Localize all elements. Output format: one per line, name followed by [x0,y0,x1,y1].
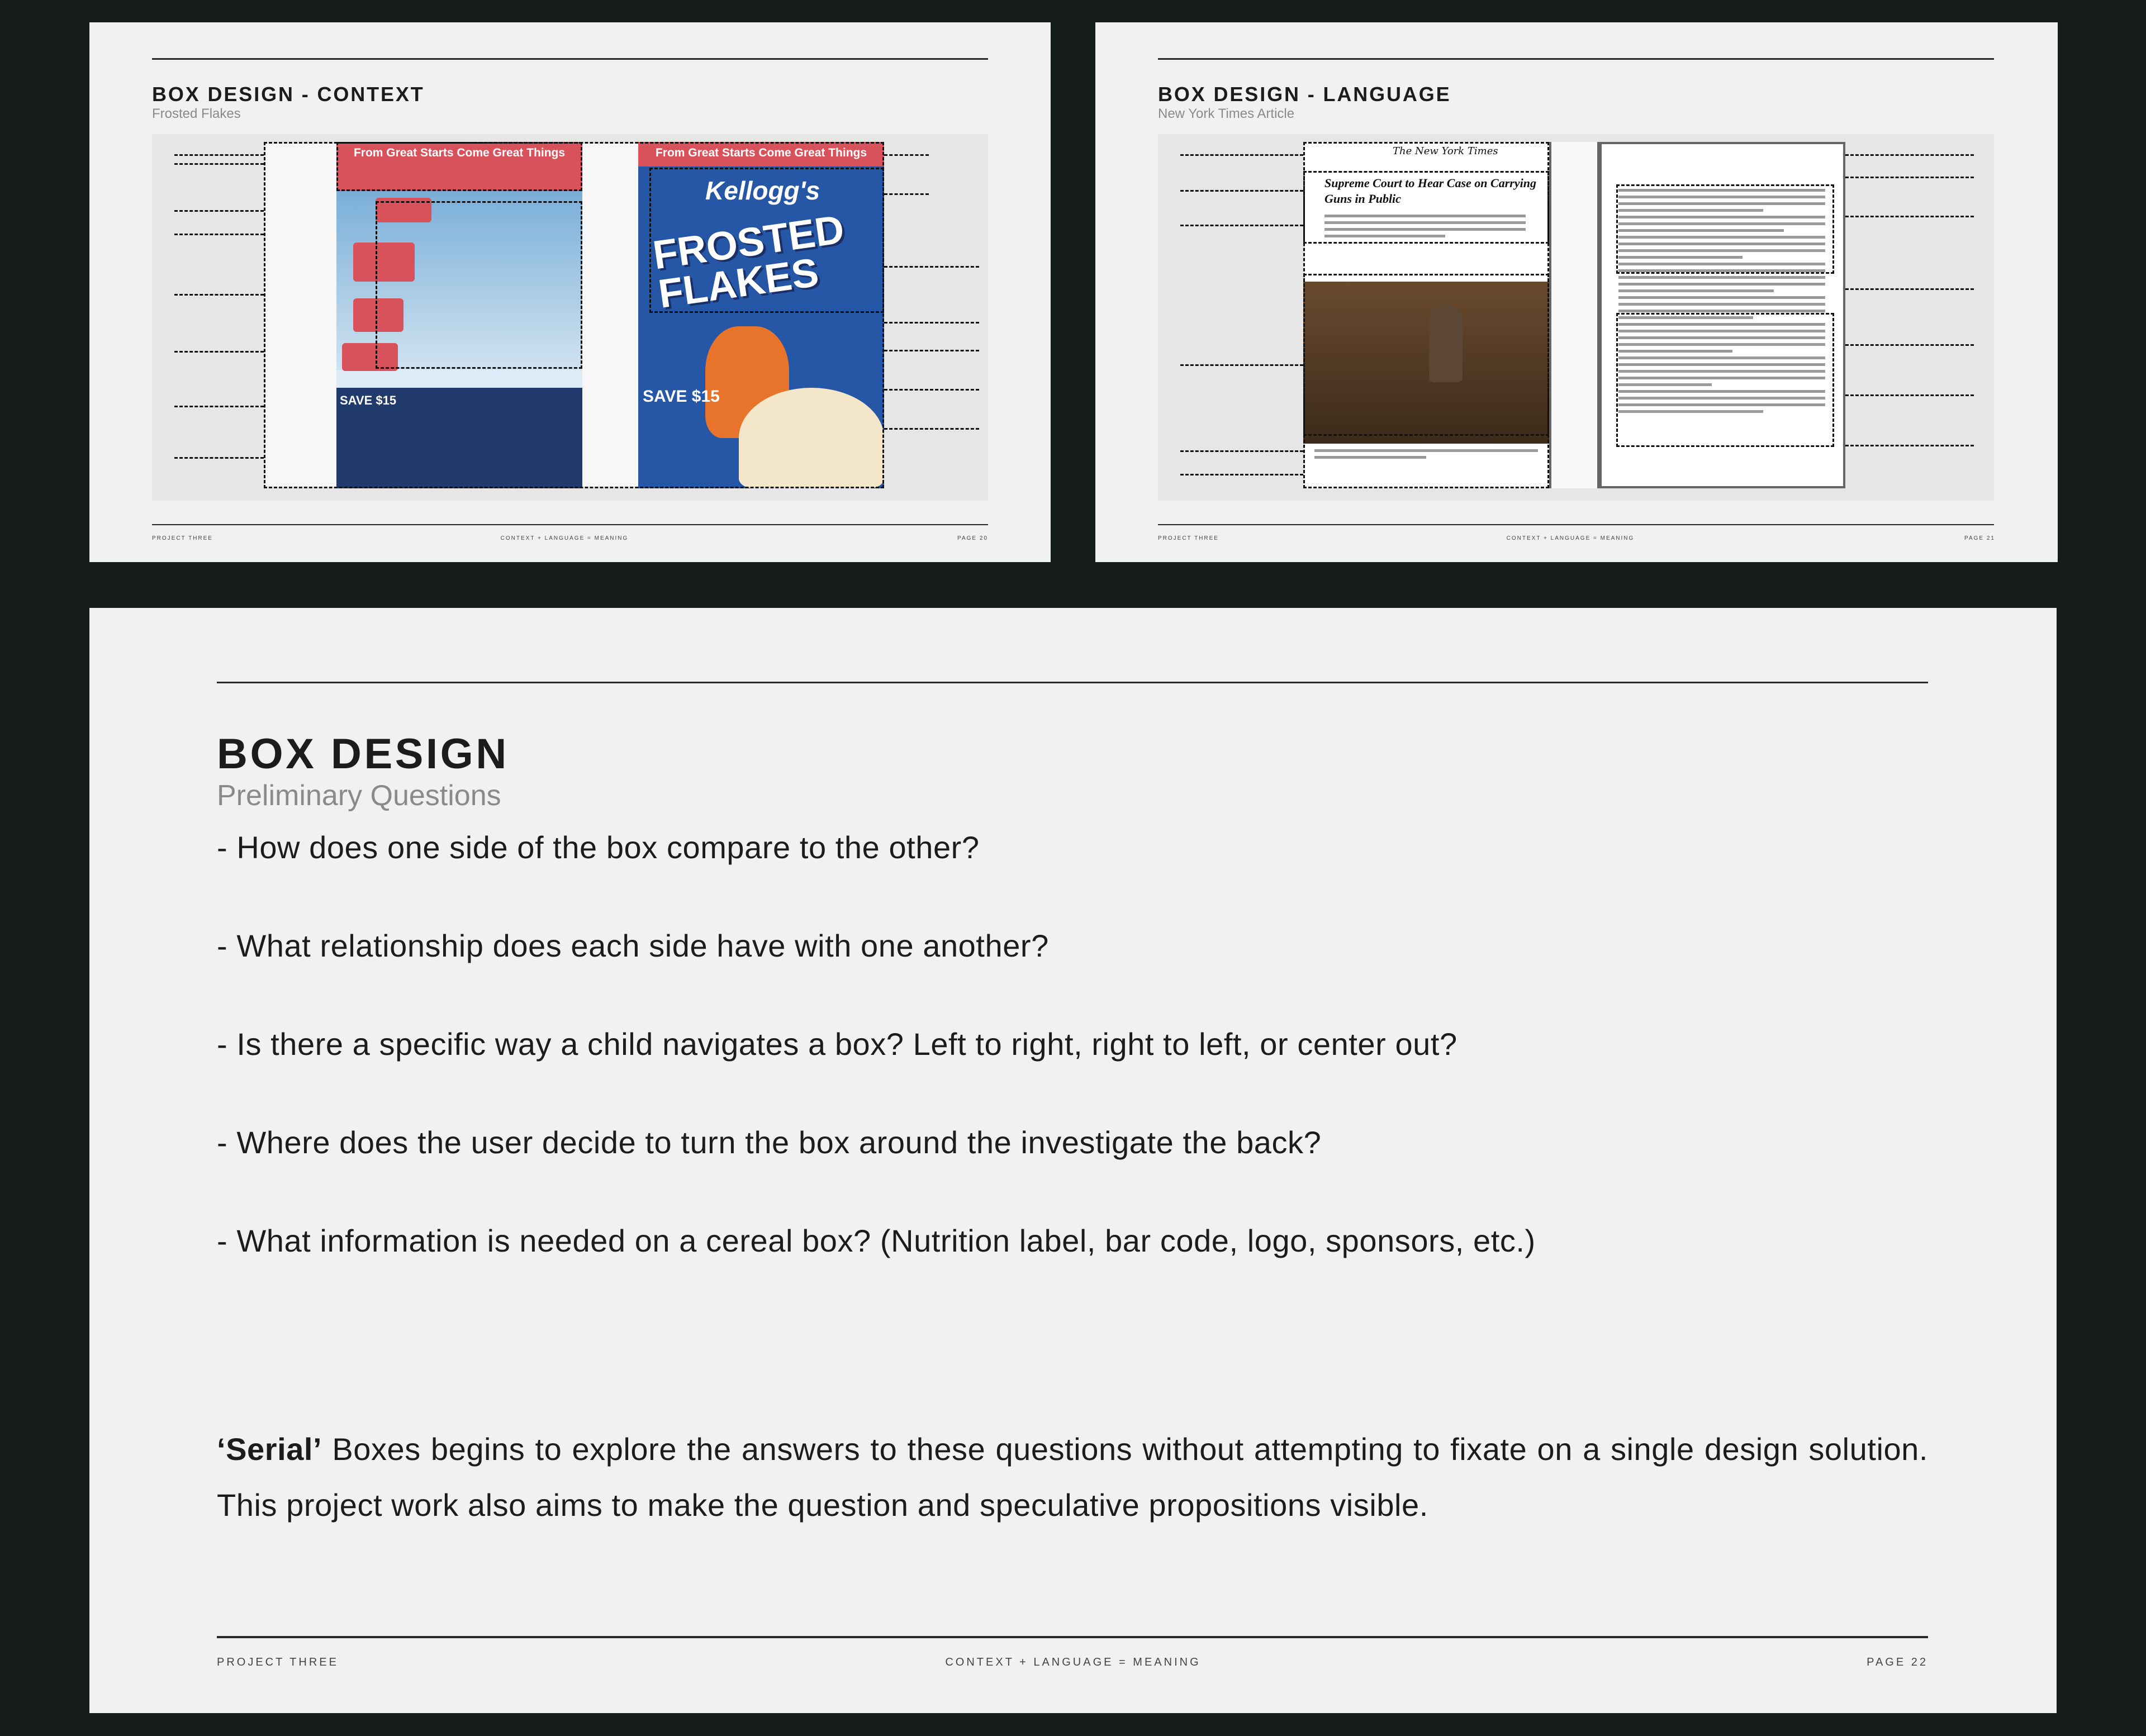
question-item: - What relationship does each side have with one another? [217,928,1049,963]
annotation-line [174,406,264,407]
slide-title: BOX DESIGN - CONTEXT [152,83,425,106]
top-rule [1158,58,1994,60]
closing-bold: ‘Serial’ [217,1431,322,1467]
footer-theme: CONTEXT + LANGUAGE = MEANING [945,1656,1201,1668]
annotation-line [884,389,979,391]
bottom-rule [217,1636,1928,1638]
slide-box-design-questions [89,608,2057,1713]
slide-subtitle: New York Times Article [1158,106,1295,121]
question-item: - Where does the user decide to turn the box around the investigate the back? [217,1125,1322,1160]
page-title: BOX DESIGN [217,730,509,778]
annotation-line [1845,177,1974,178]
annotation-box [1303,171,1549,244]
annotation-line [174,294,264,296]
annotation-line [884,266,979,268]
annotation-line [1180,190,1303,192]
question-item: - How does one side of the box compare to the other? [217,830,980,865]
frosted-flakes-logo: FROSTED FLAKES [650,207,847,317]
annotation-line [174,234,264,235]
annotation-line [1845,344,1974,346]
footer-project: PROJECT THREE [217,1656,339,1668]
top-rule [152,58,988,60]
annotation-line [884,154,929,156]
slide-box-design-language [1095,22,2058,562]
annotation-box [336,142,582,191]
question-item: - Is there a specific way a child navigates a box? Left to right, right to left, or center out? [217,1026,1457,1062]
footer-theme: CONTEXT + LANGUAGE = MEANING [500,535,629,541]
promo-save: SAVE $15 [340,393,397,407]
slide-subtitle: Frosted Flakes [152,106,241,121]
article-headline: Supreme Court to Hear Case on Carrying Guns in Public [1324,176,1536,206]
annotation-line [174,457,264,459]
footer-project: PROJECT THREE [152,535,213,541]
bottom-rule [1158,524,1994,525]
kelloggs-logo: Kellogg's [705,176,820,205]
footer-page-number: PAGE 21 [1964,535,1995,541]
annotation-line [884,193,929,195]
front-banner: From Great Starts Come Great Things [638,142,884,167]
annotation-box [1303,274,1549,436]
annotation-line [1845,216,1974,217]
annotation-box [376,201,582,369]
annotation-line [1845,288,1974,290]
annotation-box [1616,184,1834,274]
annotation-line [1845,154,1974,156]
annotation-line [884,428,979,430]
annotation-line [1180,450,1303,452]
footer-project: PROJECT THREE [1158,535,1219,541]
closing-text: Boxes begins to explore the answers to these questions without attempting to fixate on a single design solution. This project work also aims to make the question and speculative propositions visible. [217,1431,1928,1523]
annotation-line [174,210,264,212]
slide-title: BOX DESIGN - LANGUAGE [1158,83,1451,106]
front-save: SAVE $15 [643,387,720,406]
annotation-line [1845,394,1974,396]
annotation-box [1616,313,1834,447]
annotation-line [174,351,264,353]
cereal-box-image [152,134,988,501]
annotation-line [174,154,264,156]
footer-page-number: PAGE 22 [1867,1656,1928,1668]
annotation-line [1180,154,1303,156]
nyt-article-image [1158,134,1994,501]
bottom-rule [152,524,988,525]
closing-paragraph [217,1421,1928,1533]
question-item: - What information is needed on a cereal box? (Nutrition label, bar code, logo, sponsors, etc.) [217,1223,1536,1258]
annotation-line [1180,474,1303,475]
slide-box-design-context [89,22,1051,562]
page-subtitle: Preliminary Questions [217,779,501,812]
annotation-line [174,163,264,165]
annotation-line [1180,364,1303,366]
annotation-line [884,350,979,351]
back-banner: From Great Starts Come Great Things [336,142,582,191]
top-rule [217,682,1928,683]
footer-theme: CONTEXT + LANGUAGE = MEANING [1506,535,1635,541]
nyt-masthead: The New York Times [1393,145,1498,157]
article-side-panel [1549,142,1599,488]
footer-page-number: PAGE 20 [957,535,988,541]
annotation-line [884,322,979,324]
annotation-line [1845,445,1974,446]
annotation-line [1180,225,1303,226]
annotation-box [649,168,884,317]
